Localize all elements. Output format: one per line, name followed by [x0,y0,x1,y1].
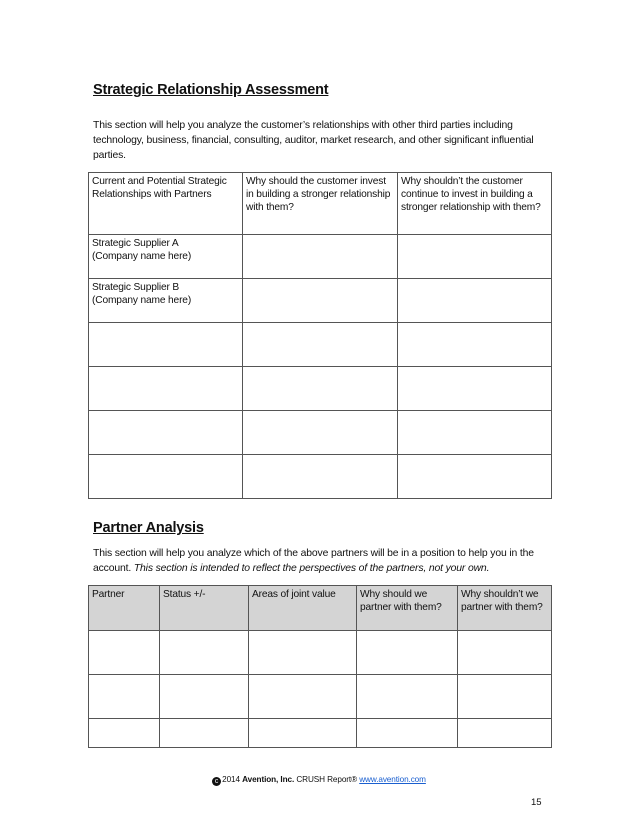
table-cell[interactable] [249,631,357,675]
column-header: Why shouldn’t we partner with them? [458,586,552,631]
table-row [89,279,552,323]
intro-italic-text: This section is intended to reflect the perspectives of the partners, not your own. [133,563,490,574]
table-cell[interactable] [89,675,160,719]
table-cell[interactable] [357,675,458,719]
intro-text: This section will help you analyze which of the above partners will be in a position to help you in the account. [93,548,534,574]
column-header: Why should we partner with them? [357,586,458,631]
page-footer [0,775,638,786]
table-row [89,235,552,279]
section-title-strategic-relationship: Strategic Relationship Assessment [93,82,329,98]
column-header: Areas of joint value [249,586,357,631]
column-header: Status +/- [160,586,249,631]
table-cell[interactable] [89,411,243,455]
table-cell[interactable] [398,411,552,455]
table-header-row [89,586,552,631]
table-row [89,631,552,675]
table-cell[interactable] [160,719,249,748]
table-cell[interactable] [243,323,398,367]
table-cell[interactable] [89,719,160,748]
table-cell[interactable] [458,719,552,748]
table-cell[interactable] [243,455,398,499]
table-cell[interactable]: Strategic Supplier B (Company name here) [89,279,243,323]
partner-analysis-table [88,585,552,748]
table-cell[interactable] [160,675,249,719]
table-cell[interactable] [398,367,552,411]
table-cell[interactable]: Strategic Supplier A (Company name here) [89,235,243,279]
section-intro-strategic-relationship: This section will help you analyze the customer’s relationships with other third parties including technology, business, financial, consulting, auditor, market research, and other significant influential parties. [93,120,534,161]
table-header-row [89,173,552,235]
table-cell[interactable] [89,367,243,411]
table-row [89,455,552,499]
table-row [89,367,552,411]
copyright-icon: c [212,777,221,786]
column-header: Partner [89,586,160,631]
table-cell[interactable] [243,279,398,323]
table-cell[interactable] [398,235,552,279]
column-header: Current and Potential Strategic Relationships with Partners [89,173,243,235]
table-row [89,323,552,367]
table-cell[interactable] [243,235,398,279]
table-cell[interactable] [89,323,243,367]
table-cell[interactable] [243,367,398,411]
column-header: Why should the customer invest in building a stronger relationship with them? [243,173,398,235]
section-intro-partner-analysis [93,546,553,576]
table-row [89,719,552,748]
table-cell[interactable] [458,631,552,675]
table-cell[interactable] [357,631,458,675]
footer-company: Avention, Inc. [242,775,295,784]
table-cell[interactable] [89,455,243,499]
table-cell[interactable] [458,675,552,719]
table-cell[interactable] [160,631,249,675]
table-row [89,411,552,455]
strategic-relationship-table [88,172,552,499]
table-cell[interactable] [357,719,458,748]
table-cell[interactable] [398,455,552,499]
table-cell[interactable] [249,675,357,719]
footer-year: 2014 [222,775,240,784]
page-number: 15 [531,797,542,808]
table-cell[interactable] [243,411,398,455]
section-title-partner-analysis: Partner Analysis [93,520,204,536]
table-cell[interactable] [398,279,552,323]
table-cell[interactable] [398,323,552,367]
table-cell[interactable] [249,719,357,748]
footer-product: CRUSH Report® [296,775,358,784]
footer-website-link[interactable]: www.avention.com [359,775,426,784]
column-header: Why shouldn’t the customer continue to invest in building a stronger relationship with them? [398,173,552,235]
table-row [89,675,552,719]
table-cell[interactable] [89,631,160,675]
